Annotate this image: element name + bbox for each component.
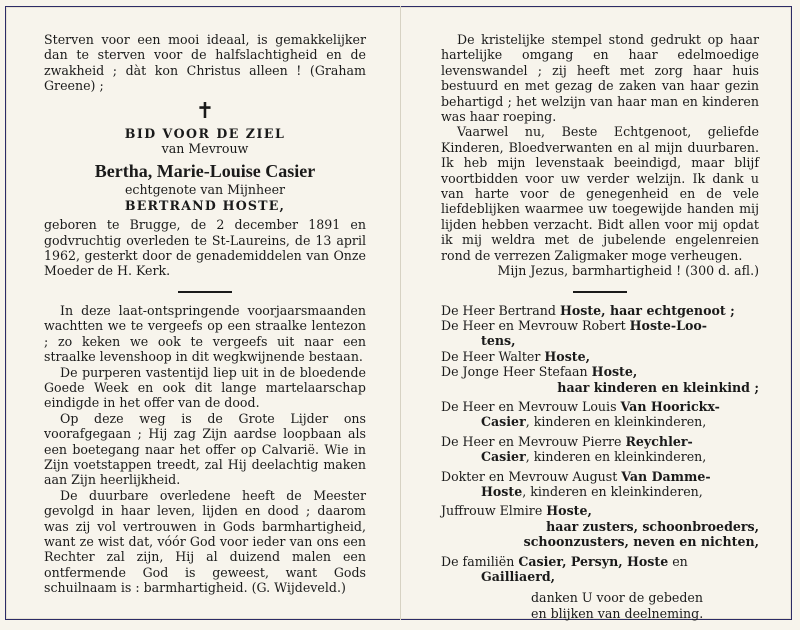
separator-rule — [573, 291, 627, 293]
family-entry — [441, 554, 759, 585]
birth-death-text: geboren te Brugge, de 2 december 1891 en godvruchtig overleden te St-Laureins, de 13 april 1962, gesterkt door de genademiddelen van Onze Moeder de H. Kerk. — [44, 217, 366, 279]
meditation-paragraph: De duurbare overledene heeft de Meester gevolgd in haar leven, lijden en dood ; daarom was zij vol vertrouwen in Gods barmhartigheid, want ze wist dat, vóór God voor ieder van ons een Rechter zal zijn, Hij al duizend malen een ontfermende God is geweest, want Gods schuilnaam is : barmhartigheid. (G. Wijdeveld.) — [44, 487, 366, 596]
family-surname: Hoste, — [546, 503, 592, 519]
family-relation: schoonzusters, neven en nichten, — [523, 534, 759, 550]
family-surname: Hoste, — [544, 348, 590, 364]
family-entry — [441, 503, 759, 549]
family-surname: Casier — [481, 449, 526, 465]
indulgence-prayer: Mijn Jezus, barmhartigheid ! (300 d. afl.) — [497, 263, 759, 279]
family-text: De Heer Walter — [441, 348, 545, 364]
family-text: De Heer en Mevrouw Pierre — [441, 433, 626, 449]
family-surname: Reychler- — [625, 433, 693, 449]
family-relation: haar zusters, schoonbroeders, — [546, 518, 759, 534]
left-page — [44, 32, 366, 596]
deceased-name: Bertha, Marie-Louise Casier — [94, 161, 316, 182]
fold-divider — [400, 6, 401, 620]
family-text: , kinderen en kleinkinderen, — [522, 483, 703, 499]
family-surname: Casier — [481, 414, 526, 430]
family-text: De familiën — [441, 553, 519, 569]
family-text: , kinderen en kleinkinderen, — [525, 414, 707, 430]
family-entry — [441, 364, 759, 395]
right-page — [441, 32, 759, 621]
van-mevrouw: van Mevrouw — [161, 141, 249, 157]
family-text: De Heer en Mevrouw Robert — [441, 317, 630, 333]
family-surname: tens, — [481, 333, 516, 349]
family-text: en — [668, 553, 688, 569]
family-surname: Gailliaerd, — [481, 569, 556, 584]
meditation-paragraph: In deze laat-ontspringende voorjaarsmaanden wachtten we te vergeefs op een straalke lentezon ; zo keken we ook te vergeefs uit naar een straalke levenshoop in dit wegkwijnende bestaan. — [44, 302, 366, 365]
closing-line: en blijken van deelneming. — [531, 605, 704, 621]
family-text: Juffrouw Elmire — [441, 503, 547, 519]
family-text: , kinderen en kleinkinderen, — [525, 449, 707, 465]
family-entry — [441, 469, 759, 500]
family-text: Dokter en Mevrouw August — [441, 468, 622, 484]
spouse-line: echtgenote van Mijnheer — [124, 182, 286, 198]
family-surname: Hoste, haar echtgenoot ; — [559, 302, 735, 318]
family-list — [441, 303, 759, 622]
family-entry — [441, 303, 759, 318]
cross-icon: ✝ — [195, 98, 215, 124]
family-entry — [441, 349, 759, 364]
family-text: De Heer Bertrand — [441, 302, 560, 318]
family-relation: haar kinderen en kleinkind ; — [557, 379, 759, 395]
family-surname: Casier, Persyn, Hoste — [518, 553, 669, 569]
farewell-paragraph: Vaarwel nu, Beste Echtgenoot, geliefde Kinderen, Bloedverwanten en al mijn duurbaren. Ik heb mijn levenstaak beeindigd, maar blijf voortbidden voor uw verder welzijn. Ik dank u van harte voor de genegenheid en de vele liefdeblijken waarmee uw toegewijde handen mij lijden hebben verzacht. Bidt allen voor mij opdat ik mij weldra met de jubelende engelenreien rond de verrezen Zaligmaker moge verheugen. — [441, 124, 759, 263]
separator-rule — [178, 291, 232, 293]
family-surname: Van Damme- — [621, 468, 711, 484]
husband-name: BERTRAND HOSTE, — [124, 197, 286, 213]
family-surname: Hoste-Loo- — [629, 317, 707, 333]
family-entry — [441, 399, 759, 430]
family-entry — [441, 318, 759, 349]
family-text: De Heer en Mevrouw Louis — [441, 398, 621, 414]
family-entry — [441, 434, 759, 465]
meditation-paragraph: Op deze weg is de Grote Lijder ons voorafgegaan ; Hij zag Zijn aardse loopbaan als een boetegang naar het offer op Calvarië. Wie in Zijn voetstappen treedt, zal Hij deelachtig maken aan Zijn heerlijkheid. — [44, 410, 366, 488]
closing-line: danken U voor de gebeden — [531, 590, 703, 606]
family-text: De Jonge Heer Stefaan — [441, 364, 592, 380]
family-surname: Van Hoorickx- — [620, 398, 720, 414]
prayer-heading: BID VOOR DE ZIEL — [124, 125, 286, 141]
family-surname: Hoste, — [591, 364, 638, 380]
family-surname: Hoste — [481, 483, 523, 499]
meditation-paragraph: De purperen vastentijd liep uit in de bloedende Goede Week en ook dit lange martelaarschap eindigde in het offer van de dood. — [44, 364, 366, 411]
virtue-paragraph: De kristelijke stempel stond gedrukt op haar hartelijke omgang en haar edelmoedige levenswandel ; zij heeft met zorg haar huis bestuurd en met gezag de zaken van haar gezin behartigd ; het welzijn van haar man en kinderen was haar roeping. — [441, 32, 759, 125]
opening-quote: Sterven voor een mooi ideaal, is gemakkelijker dan te sterven voor de halfslachtigheid en de zwakheid ; dàt kon Christus alleen ! (Graham Greene) ; — [44, 32, 366, 94]
